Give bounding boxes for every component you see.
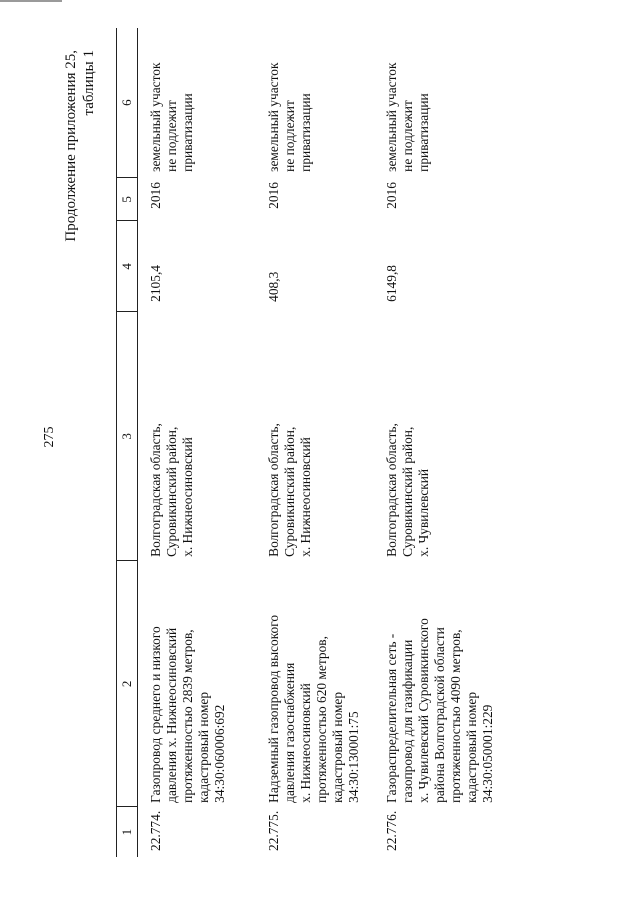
object-note: земельный участок не подлежит приватизации: [148, 62, 195, 172]
object-area: 6149,8: [383, 265, 399, 302]
property-table: [116, 28, 514, 857]
object-note: земельный участок не подлежит приватизации: [265, 62, 313, 172]
header-col-4: 4: [117, 221, 138, 312]
object-description: Газопровод среднего и низкого давления х. Нижнеосиновский протяженностью 2839 метров, кадастровый номер 34:30:060006:692: [148, 626, 227, 803]
object-location: Волгоградская область, Суровикинский район, х. Чувилевский: [383, 423, 431, 557]
object-description: Газораспределительная сеть - газопровод для газификации х. Чувилевский Суровикинского района Волгоградской области протяженностью 4090 метров, кадастровый номер 34:30:050001:229: [383, 618, 495, 803]
object-description: Надземный газопровод высокого давления газоснабжения х. Нижнеосиновский протяженностью 620 метров, кадастровый номер 34:30:130001:75: [265, 614, 361, 803]
header-row: [117, 28, 138, 857]
object-year: 2016: [383, 182, 399, 209]
continuation-line-1: Продолжение приложения 25,: [63, 50, 79, 242]
object-note: земельный участок не подлежит приватизации: [383, 62, 431, 172]
continuation-line-2: таблицы 1: [81, 50, 97, 116]
table-row: [256, 28, 374, 857]
header-col-6: 6: [117, 28, 138, 178]
row-number: 22.776.: [383, 810, 399, 851]
continuation-note: [62, 50, 98, 310]
page-number: 275: [42, 426, 57, 448]
row-number: 22.775.: [265, 810, 281, 851]
object-location: Волгоградская область, Суровикинский район, х. Нижнеосиновский: [148, 423, 195, 557]
row-number: 22.774.: [148, 810, 163, 851]
table-row: [374, 28, 514, 857]
header-col-5: 5: [117, 178, 138, 221]
object-location: Волгоградская область, Суровикинский район, х. Нижнеосиновский: [265, 423, 313, 557]
table-row: [138, 28, 256, 857]
header-col-3: 3: [117, 312, 138, 561]
object-area: 2105,4: [148, 265, 163, 302]
header-col-1: 1: [117, 807, 138, 857]
header-col-2: 2: [117, 561, 138, 807]
object-area: 408,3: [265, 271, 281, 302]
object-year: 2016: [265, 182, 281, 209]
object-year: 2016: [148, 182, 163, 209]
